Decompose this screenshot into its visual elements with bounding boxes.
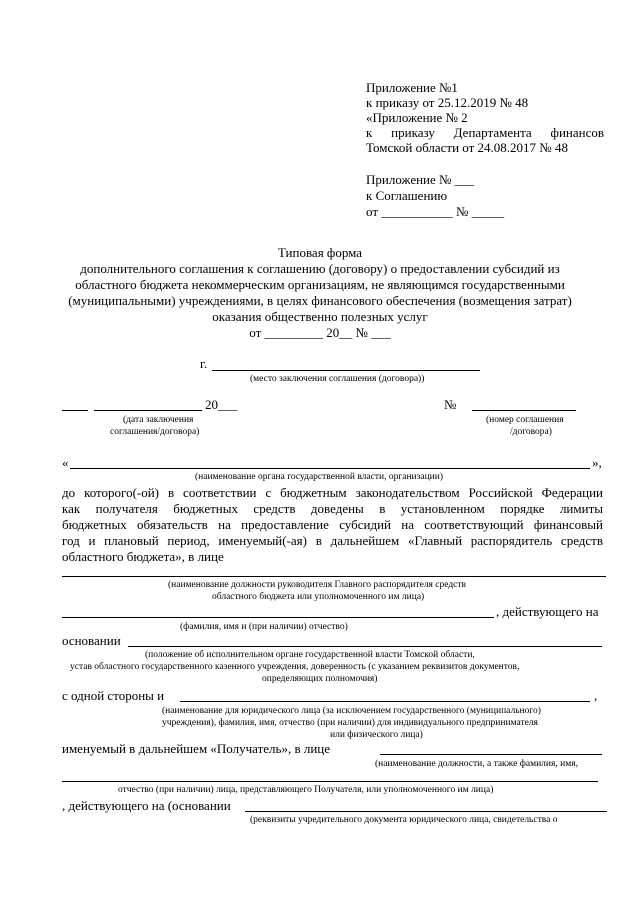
one-side-text: с одной стороны и bbox=[62, 688, 165, 703]
date-caption: (дата заключения bbox=[123, 415, 194, 425]
head-fio-field[interactable] bbox=[62, 617, 494, 618]
open-quote: « bbox=[62, 455, 69, 470]
basis-caption: устав областного государственного казенного учреждения, доверенность (с указанием реквизитов документов, bbox=[70, 662, 520, 672]
body-line: областного бюджета», в лице bbox=[62, 549, 224, 564]
department-order-date: Томской области от 24.08.2017 № 48 bbox=[366, 140, 568, 155]
body-line: как получателя бюджетных средств доведены в установленном порядке лимиты bbox=[62, 501, 603, 516]
order-reference: к приказу от 25.12.2019 № 48 bbox=[366, 95, 529, 110]
organization-caption: (наименование органа государственной власти, организации) bbox=[195, 472, 444, 482]
to-agreement: к Соглашению bbox=[366, 188, 448, 203]
recipient-field[interactable] bbox=[180, 701, 590, 702]
form-title: Типовая форма bbox=[277, 245, 363, 260]
annex-2-label: «Приложение № 2 bbox=[366, 110, 468, 125]
recipient-caption: или физического лица) bbox=[330, 730, 423, 740]
number-caption: (номер соглашения bbox=[486, 415, 564, 425]
city-prefix: г. bbox=[200, 356, 208, 371]
acting-on-text: , действующего на bbox=[496, 604, 599, 619]
basis-label: основании bbox=[62, 633, 121, 648]
day-field[interactable] bbox=[62, 410, 88, 411]
form-title-line: дополнительного соглашения к соглашению (договору) о предоставлении субсидий из bbox=[80, 261, 560, 276]
head-position-field[interactable] bbox=[62, 576, 606, 577]
number-caption: /договора) bbox=[510, 427, 552, 437]
patronymic-caption: отчество (при наличии) лица, представляющего Получателя, или уполномоченного им лица) bbox=[118, 785, 494, 795]
body-line: год и плановый период, именуемый(-ая) в дальнейшем «Главный распорядитель средств bbox=[62, 533, 603, 548]
head-position-caption: областного бюджета или уполномоченного им лица) bbox=[212, 592, 425, 602]
acting-basis-text: , действующего на (основании bbox=[62, 798, 231, 813]
form-title-line: областного бюджета некоммерческим организациям, не являющимся государственными bbox=[75, 277, 565, 292]
number-sign: № bbox=[444, 397, 457, 412]
agreement-number-field[interactable] bbox=[472, 410, 576, 411]
basis-caption: (положение об исполнительном органе государственной власти Томской области, bbox=[145, 650, 475, 660]
named-recipient-text: именуемый в дальнейшем «Получатель», в лице bbox=[62, 741, 331, 756]
position-caption: (наименование должности, а также фамилия, имя, bbox=[375, 759, 578, 769]
basis-caption: определяющих полномочия) bbox=[262, 674, 378, 684]
form-date-number: от _________ 20__ № ___ bbox=[249, 325, 391, 340]
year-field[interactable]: 20___ bbox=[205, 397, 238, 412]
recipient-caption: (наименование для юридического лица (за исключением государственного (муниципального) bbox=[162, 706, 541, 716]
place-caption: (место заключения соглашения (договора)) bbox=[250, 374, 425, 384]
recipient-representative-field[interactable] bbox=[380, 754, 602, 755]
date-caption: соглашения/договора) bbox=[110, 427, 200, 437]
representative-patronymic-field[interactable] bbox=[62, 781, 598, 782]
requisites-field[interactable] bbox=[245, 811, 607, 812]
agreement-date-number: от ___________ № _____ bbox=[366, 204, 505, 219]
fio-caption: (фамилия, имя и (при наличии) отчество) bbox=[180, 622, 348, 632]
month-field[interactable] bbox=[94, 410, 202, 411]
place-field[interactable] bbox=[212, 370, 480, 371]
agreement-annex-number: Приложение № ___ bbox=[366, 172, 475, 187]
recipient-caption: учреждения), фамилия, имя, отчество (при наличии) для индивидуального предпринимателя bbox=[162, 718, 538, 728]
basis-field[interactable] bbox=[128, 646, 602, 647]
body-line: до которого(-ой) в соответствии с бюджетным законодательством Российской Федерации bbox=[62, 485, 603, 500]
body-line: бюджетных обязательств на предоставление субсидий на соответствующий финансовый bbox=[62, 517, 603, 532]
comma: , bbox=[594, 688, 598, 703]
annex-number: Приложение №1 bbox=[366, 80, 458, 95]
organization-field[interactable] bbox=[70, 468, 590, 469]
department-order-line: к приказу Департамента финансов bbox=[366, 125, 604, 140]
form-title-line: (муниципальными) учреждениями, в целях финансового обеспечения (возмещения затрат) bbox=[68, 293, 572, 308]
close-quote: », bbox=[592, 455, 602, 470]
head-position-caption: (наименование должности руководителя Главного распорядителя средств bbox=[168, 580, 467, 590]
requisites-caption: (реквизиты учредительного документа юридического лица, свидетельства о bbox=[250, 815, 558, 825]
form-title-line: оказания общественно полезных услуг bbox=[212, 309, 428, 324]
